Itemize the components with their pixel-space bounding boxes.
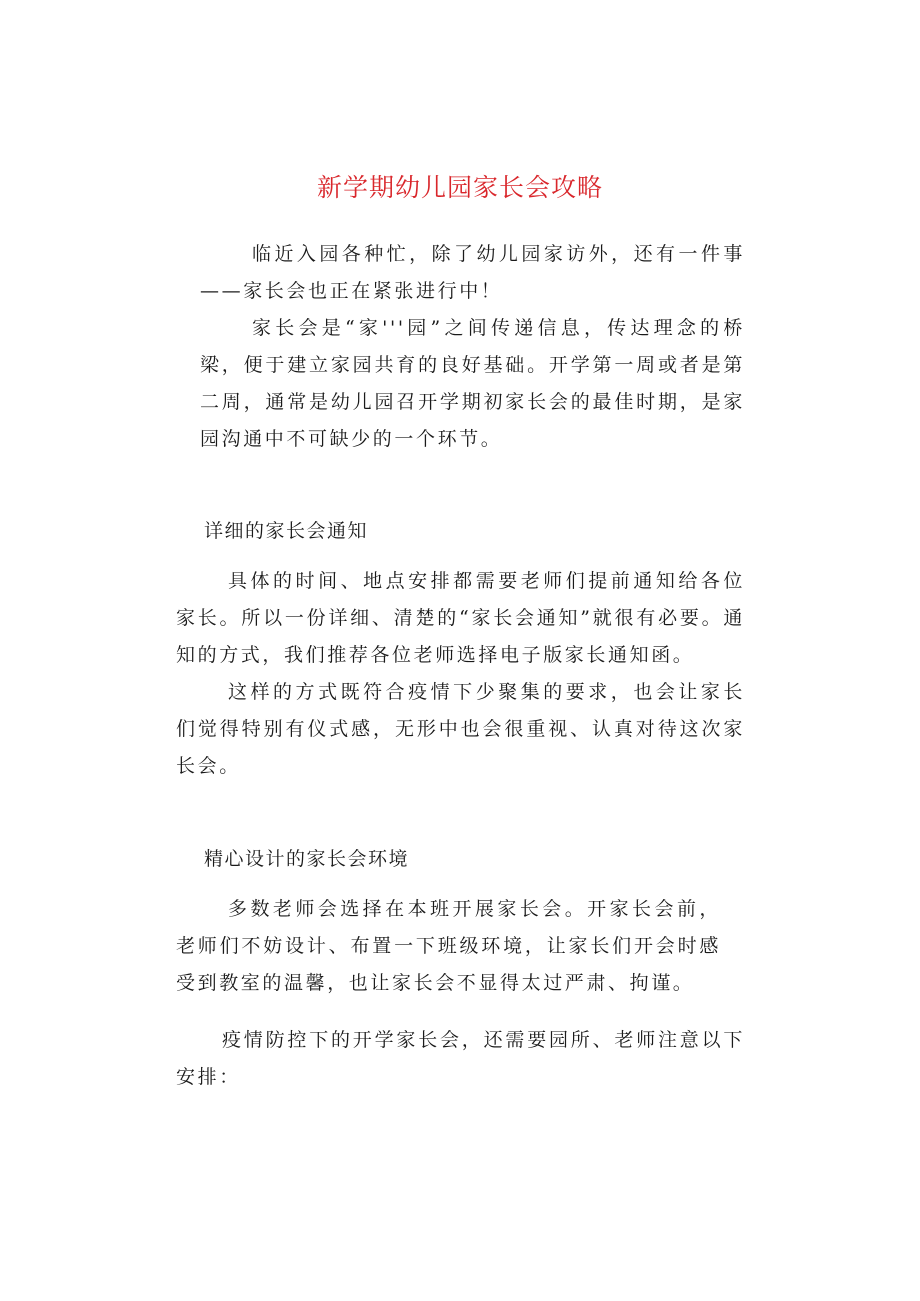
document-title: 新学期幼儿园家长会攻略 [316, 173, 603, 202]
section-heading-notice: 详细的家长会通知 [204, 520, 369, 542]
environment-paragraph-1: 多数老师会选择在本班开展家长会。开家长会前，老师们不妨设计、布置一下班级环境，让家长们开会时感受到教室的温馨，也让家长会不显得太过严肃、拘谨。 [176, 898, 721, 994]
section-heading-environment: 精心设计的家长会环境 [204, 848, 410, 870]
intro-paragraph-1: 临近入园各种忙，除了幼儿园家访外，还有一件事——家长会也正在紧张进行中！ [200, 243, 745, 302]
notice-paragraph-2: 这样的方式既符合疫情下少聚集的要求，也会让家长们觉得特别有仪式感，无形中也会很重视、认真对待这次家长会。 [176, 681, 745, 777]
notice-paragraph-1: 具体的时间、地点安排都需要老师们提前通知给各位家长。所以一份详细、清楚的“家长会通知”就很有必要。通知的方式，我们推荐各位老师选择电子版家长通知函。 [176, 570, 745, 666]
intro-paragraph-2: 家长会是“家'''园”之间传递信息，传达理念的桥梁，便于建立家园共育的良好基础。开学第一周或者是第二周，通常是幼儿园召开学期初家长会的最佳时期，是家园沟通中不可缺少的一个环节。 [200, 317, 745, 450]
closing-paragraph: 疫情防控下的开学家长会，还需要园所、老师注意以下安排： [176, 1029, 745, 1088]
